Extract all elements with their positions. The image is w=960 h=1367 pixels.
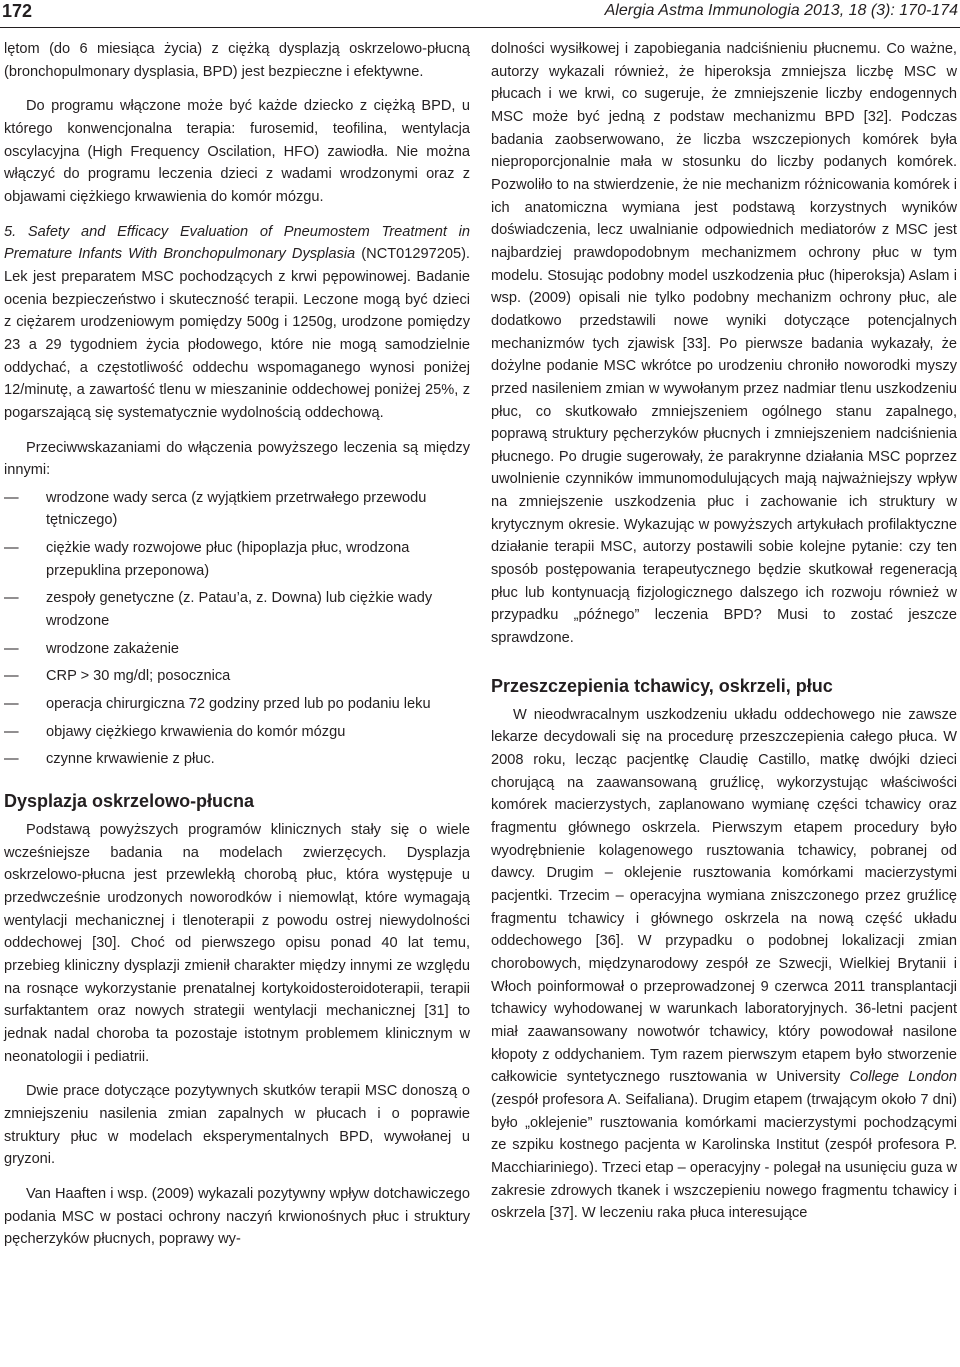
list-item: — ciężkie wady rozwojowe płuc (hipoplazja płuc, wrodzona przepuklina przeponowa) <box>26 537 470 582</box>
list-item: — zespoły genetyczne (z. Patau’a, z. Downa) lub ciężkie wady wrodzone <box>26 587 470 632</box>
page-number: 172 <box>2 1 33 21</box>
list-item: — operacja chirurgiczna 72 godziny przed lub po podaniu leku <box>26 693 470 716</box>
trial-paragraph <box>4 221 470 425</box>
section-heading: Dysplazja oskrzelowo-płucna <box>4 791 255 812</box>
dash-bullet-icon <box>4 587 34 610</box>
section-heading: Przeszczepienia tchawicy, oskrzeli, płuc <box>491 675 833 696</box>
dash-bullet-icon <box>4 537 34 560</box>
list-item: — CRP > 30 mg/dl; posocznica <box>26 665 470 688</box>
dash-bullet-icon <box>4 693 34 716</box>
paragraph: dolności wysiłkowej i zapobiegania nadciśnieniu płucnemu. Co ważne, autorzy wykazali również, że hiperoksja zmniejsza liczbę MSC w płucach i we krwi, co sugeruje, że zmniejszenie liczby endogennych MSC może być jedną z podstaw mechanizmu BPD [32]. Podczas badania zaobserwowano, że liczba wszczepionych komórek była nieproporcjonalnie mała w stosunku do liczby podanych komórek. Pozwoliło to na stwierdzenie, że nie mechanizm różnicowania komórek i ich anatomiczna wymiana jest podstawą korzystnych wyników doświadczenia, lecz uwalnianie odpowiednich mediatorów z MSC jest najbardziej prawdopodobnym mechanizmem ochrony płuc w tym modelu. Stosując podobny model uszkodzenia płuc (hiperoksja) Aslam i wsp. (2009) opisali nie tylko podobny mechanizm ochrony płuc, ale dodatkowo przedstawili nowe wyniki dotyczące potencjalnych mechanizmów tych zjawisk [33]. Po pierwsze badania wykazały, że dożylne podanie MSC wkrótce po urodzeniu chroniło noworodki myszy przed nasileniem zmian w wywołanym przez nadmiar tlenu uszkodzeniu płuc, co skutkowało zmniejszeniem ogólnego stanu zapalnego, poprawą struktury pęcherzyków płucnych i zmniejszeniem nadciśnienia płucnego. Po drugie sugerowały, że parakrynne działania MSC poprzez uwolnienie czynników immunomodulujących mają najważniejszy wpływ na zmniejszenie uszkodzenia płuc i zachowanie ich struktury w krytycznym okresie. Wykazując w powyższych artykułach profilaktyczne działanie terapii MSC, autorzy postawili sobie kolejne pytanie: czy ten sposób postępowania terapeutycznego będzie skutkował regeneracją płuc lub kontynuacją fizjologicznego dalszego ich rozwoju również w przypadku „późnego” leczenia BPD? Musi to zostać jeszcze sprawdzone. <box>491 41 957 647</box>
list-item: — objawy ciężkiego krwawienia do komór mózgu <box>26 721 470 744</box>
dash-bullet-icon <box>4 665 34 688</box>
dash-bullet-icon <box>4 721 34 744</box>
institution-name: College London <box>849 1069 957 1086</box>
paragraph: lętom (do 6 miesiąca życia) z ciężką dysplazją oskrzelowo-płucną (bronchopulmonary dysplasia, BPD) jest bezpieczne i efektywne. <box>4 41 470 80</box>
paragraph: Do programu włączone może być każde dziecko z ciężką BPD, u którego konwencjonalna terapia: furosemid, teofilina, wentylacja oscylacyjna (High Frequency Oscilation, HFO) zawiodła. Nie można włączyć do programu leczenia dzieci z wadami wrodzonymi oraz z objawami ciężkiego krwawienia do komór mózgu. <box>4 98 470 205</box>
journal-citation: Alergia Astma Immunologia 2013, 18 (3): 170-174 <box>604 2 958 19</box>
dash-bullet-icon <box>4 748 34 771</box>
right-column <box>491 38 957 1225</box>
trial-title: 5. Safety and Efficacy Evaluation of Pneumostem Treatment in Premature Infants With Bronchopulmonary Dysplasia <box>4 223 470 263</box>
paragraph: Przeciwwskazaniami do włączenia powyższego leczenia są między innymi: <box>4 439 470 479</box>
trial-description: (NCT01297205). Lek jest preparatem MSC pochodzących z krwi pępowinowej. Badanie ocenia bezpieczeństwo i skuteczność terapii. Leczone mogą być dzieci z ciężarem urodzeniowym pomiędzy 500g i 1250g, urodzone pomiędzy 23 a 29 tygodniem życia płodowego, które nie mogą samodzielnie oddychać, a częstotliwość oddechu wspomaganego wynosi poniżej 12/minutę, a zawartość tlenu w mieszaninie oddechowej poniżej 25%, z pogarszającą się systematycznie wydolnością oddechową. <box>4 246 470 421</box>
paragraph: Van Haaften i wsp. (2009) wykazali pozytywny wpływ dotchawiczego podania MSC w postaci ochrony naczyń krwionośnych płuc i struktury pęcherzyków płucnych, poprawy wy- <box>4 1185 470 1248</box>
paragraph: Dwie prace dotyczące pozytywnych skutków terapii MSC donoszą o zmniejszeniu nasilenia zmian zapalnych w płucach i o poprawie struktury płuc w modelach eksperymentalnych BPD, wywołanej u gryzoni. <box>4 1083 470 1168</box>
list-item: — wrodzone zakażenie <box>26 638 470 661</box>
paragraph: W nieodwracalnym uszkodzeniu układu oddechowego nie zawsze lekarze decydowali się na procedurę przeszczepienia całego płuca. W 2008 roku, lecząc pacjentkę Claudię Castillo, matkę dwójki dzieci chorującą na zaawansowaną gruźlicę, wykorzystując właściwości komórek macierzystych, zaplanowano wymianę części tchawicy oraz fragmentu głównego oskrzela. Pierwszym etapem procedury było wyodrębnienie kolagenowego rusztowania tchawicy, pobranej od dawcy. Drugim – oklejenie rusztowania komórkami macierzystymi pacjentki. Trzecim – operacyjna wymiana zniszczonego przez gruźlicę fragmentu tchawicy i głównego oskrzela na nową część układu oddechowego [36]. W przypadku o podobnej lokalizacji zmian chorobowych, międzynarodowy zespół ze Szwecji, Wielkiej Brytanii i Włoch poinformował o przeprowadzonej 9 czerwca 2011 transplantacji tchawicy wyhodowanej w warunkach laboratoryjnych. 36-letni pacjent miał zaawansowany nowotwór tchawicy, który powodował nasilone kłopoty z oddychaniem. Tym razem pierwszym etapem było stworzenie całkowicie syntetycznego rusztowania w University College London (zespół profesora A. Seifaliana). Drugim etapem (trwającym około 7 dni) było „oklejenie” rusztowania komórkami macierzystymi pochodzącymi ze szpiku kostnego pacjenta w Karolinska Institut (zespół profesora P. Macchiariniego). Trzeci etap – operacyjny - polegał na usunięciu guza w zakresie zdrowych tkanek i wszczepieniu nowego fragmentu tchawicy i oskrzela [37]. W leczeniu raka płuca interesujące <box>491 706 957 1222</box>
page-header <box>0 0 960 28</box>
dash-bullet-icon <box>4 638 34 661</box>
contraindication-list <box>4 487 470 771</box>
list-item: — czynne krwawienie z płuc. <box>26 748 470 771</box>
list-item: — wrodzone wady serca (z wyjątkiem przetrwałego przewodu tętniczego) <box>26 487 470 532</box>
dash-bullet-icon <box>4 487 34 510</box>
paragraph: Podstawą powyższych programów klinicznych stały się o wiele wcześniejsze badania na modelach zwierzęcych. Dysplazja oskrzelowo-płucna jest przewlekłą chorobą płuc, która występuje u przedwcześnie urodzonych noworodków i niemowląt, które wymagają wentylacji mechanicznej i tlenoterapii z powodu ostrej niewydolności oddechowej [30]. Choć od pierwszego opisu ponad 40 lat temu, przebieg kliniczny dysplazji zmienił charakter między innymi ze względu na rosnące wykorzystanie prenatalnej kortykoidosteroidoterapii, terapii surfaktantem oraz nowych strategii wentylacji mechanicznej [31] to jednak nadal choroba ta pozostaje istotnym problemem klinicznym w neonatologii i pediatrii. <box>4 822 470 1065</box>
left-column <box>4 38 470 1251</box>
